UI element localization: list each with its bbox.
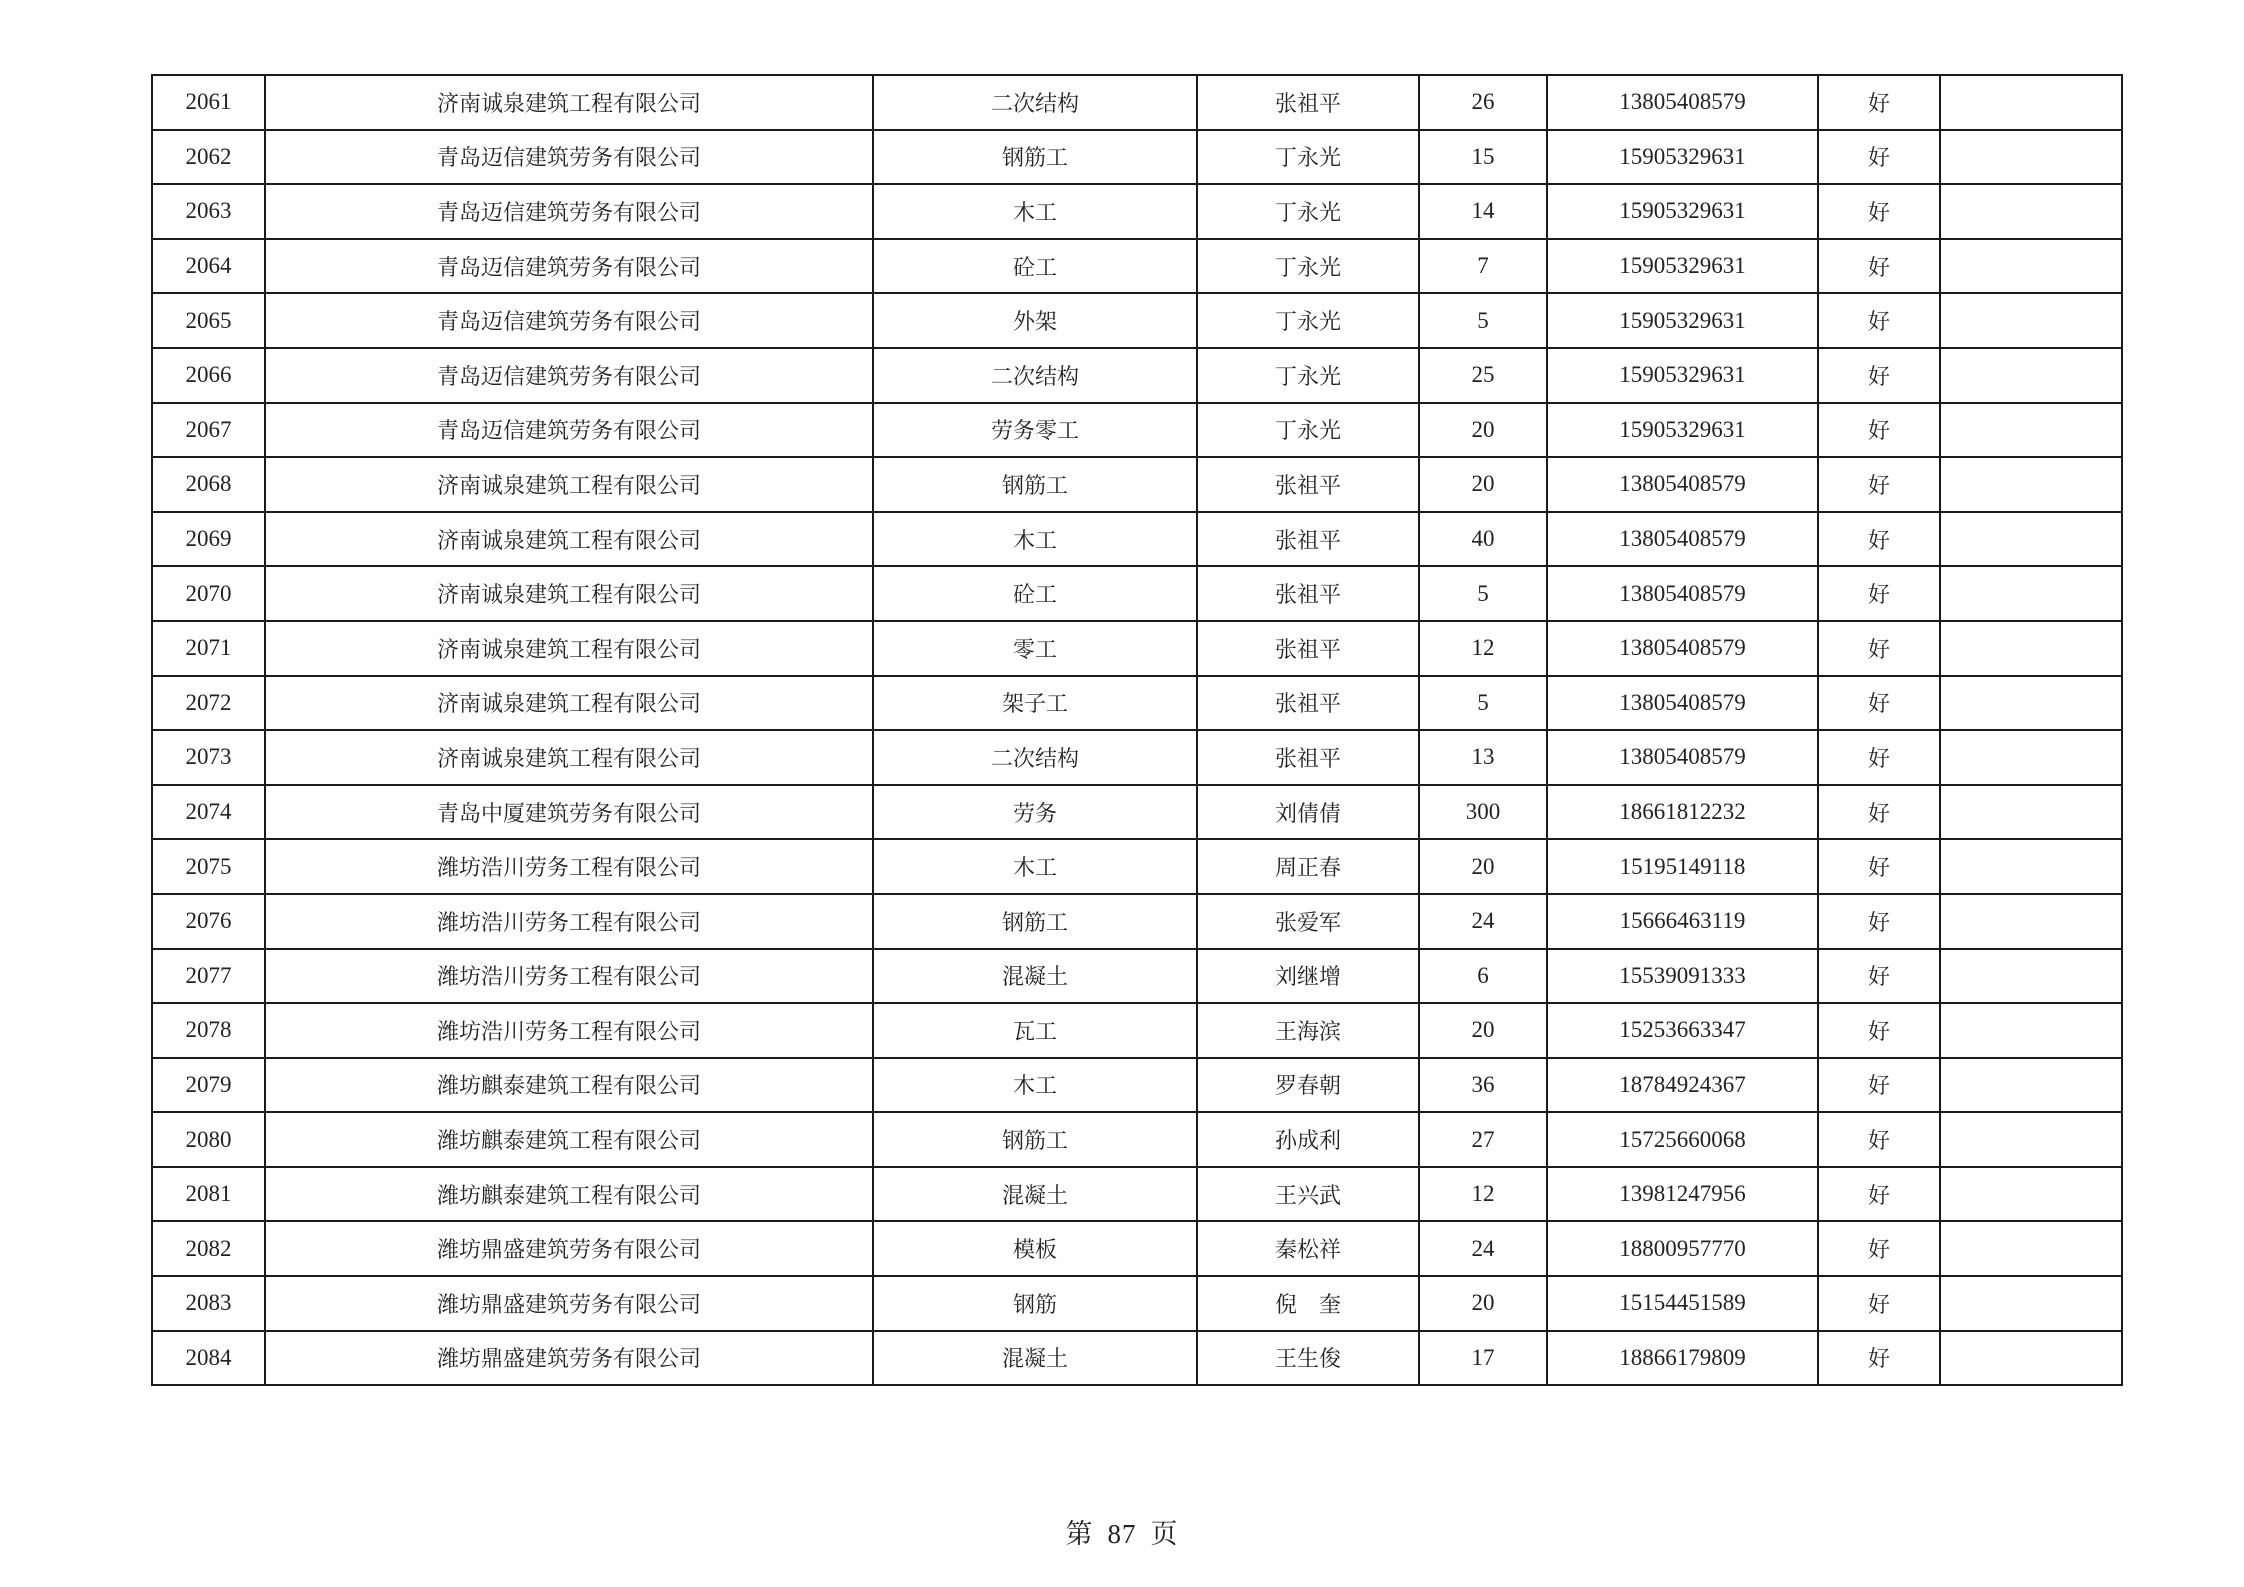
remarks-cell xyxy=(1940,403,2122,458)
rating-cell: 好 xyxy=(1818,457,1940,512)
phone-number-cell: 15905329631 xyxy=(1547,184,1818,239)
remarks-cell xyxy=(1940,1058,2122,1113)
phone-number-cell: 18800957770 xyxy=(1547,1221,1818,1276)
table-row xyxy=(152,403,2122,458)
phone-number-cell: 15195149118 xyxy=(1547,839,1818,894)
table-row xyxy=(152,949,2122,1004)
rating-cell: 好 xyxy=(1818,1331,1940,1386)
remarks-cell xyxy=(1940,1276,2122,1331)
phone-number-cell: 13981247956 xyxy=(1547,1167,1818,1222)
table-row xyxy=(152,785,2122,840)
company-name-cell: 青岛迈信建筑劳务有限公司 xyxy=(265,130,873,185)
serial-number-cell: 2080 xyxy=(152,1112,265,1167)
rating-cell: 好 xyxy=(1818,676,1940,731)
table-row xyxy=(152,1221,2122,1276)
remarks-cell xyxy=(1940,621,2122,676)
table-row xyxy=(152,184,2122,239)
company-name-cell: 潍坊浩川劳务工程有限公司 xyxy=(265,949,873,1004)
table-row xyxy=(152,239,2122,294)
contact-name-cell: 张祖平 xyxy=(1197,621,1419,676)
phone-number-cell: 15905329631 xyxy=(1547,239,1818,294)
phone-number-cell: 18661812232 xyxy=(1547,785,1818,840)
rating-cell: 好 xyxy=(1818,348,1940,403)
rating-cell: 好 xyxy=(1818,403,1940,458)
rating-cell: 好 xyxy=(1818,949,1940,1004)
worker-count-cell: 40 xyxy=(1419,512,1547,567)
page-prefix: 第 xyxy=(1065,1519,1094,1549)
page-footer xyxy=(0,1512,2244,1551)
rating-cell: 好 xyxy=(1818,1003,1940,1058)
worker-count-cell: 15 xyxy=(1419,130,1547,185)
remarks-cell xyxy=(1940,184,2122,239)
phone-number-cell: 15154451589 xyxy=(1547,1276,1818,1331)
company-name-cell: 潍坊麒泰建筑工程有限公司 xyxy=(265,1112,873,1167)
worker-count-cell: 36 xyxy=(1419,1058,1547,1113)
worker-count-cell: 7 xyxy=(1419,239,1547,294)
contact-name-cell: 张祖平 xyxy=(1197,512,1419,567)
table-body xyxy=(152,75,2122,1385)
company-name-cell: 潍坊浩川劳务工程有限公司 xyxy=(265,1003,873,1058)
rating-cell: 好 xyxy=(1818,730,1940,785)
worker-count-cell: 20 xyxy=(1419,1003,1547,1058)
company-name-cell: 济南诚泉建筑工程有限公司 xyxy=(265,75,873,130)
table-row xyxy=(152,1276,2122,1331)
serial-number-cell: 2081 xyxy=(152,1167,265,1222)
rating-cell: 好 xyxy=(1818,184,1940,239)
phone-number-cell: 15905329631 xyxy=(1547,130,1818,185)
company-name-cell: 潍坊麒泰建筑工程有限公司 xyxy=(265,1058,873,1113)
contact-name-cell: 倪 奎 xyxy=(1197,1276,1419,1331)
rating-cell: 好 xyxy=(1818,293,1940,348)
worker-count-cell: 5 xyxy=(1419,566,1547,621)
phone-number-cell: 13805408579 xyxy=(1547,621,1818,676)
company-name-cell: 潍坊鼎盛建筑劳务有限公司 xyxy=(265,1221,873,1276)
company-name-cell: 潍坊麒泰建筑工程有限公司 xyxy=(265,1167,873,1222)
remarks-cell xyxy=(1940,348,2122,403)
phone-number-cell: 15539091333 xyxy=(1547,949,1818,1004)
serial-number-cell: 2075 xyxy=(152,839,265,894)
serial-number-cell: 2082 xyxy=(152,1221,265,1276)
company-name-cell: 青岛迈信建筑劳务有限公司 xyxy=(265,293,873,348)
rating-cell: 好 xyxy=(1818,1276,1940,1331)
company-name-cell: 青岛迈信建筑劳务有限公司 xyxy=(265,239,873,294)
remarks-cell xyxy=(1940,1221,2122,1276)
worker-count-cell: 300 xyxy=(1419,785,1547,840)
serial-number-cell: 2077 xyxy=(152,949,265,1004)
phone-number-cell: 15725660068 xyxy=(1547,1112,1818,1167)
trade-cell: 二次结构 xyxy=(873,75,1197,130)
serial-number-cell: 2076 xyxy=(152,894,265,949)
trade-cell: 钢筋工 xyxy=(873,894,1197,949)
worker-count-cell: 17 xyxy=(1419,1331,1547,1386)
phone-number-cell: 15905329631 xyxy=(1547,293,1818,348)
contact-name-cell: 周正春 xyxy=(1197,839,1419,894)
serial-number-cell: 2067 xyxy=(152,403,265,458)
serial-number-cell: 2065 xyxy=(152,293,265,348)
contact-name-cell: 王海滨 xyxy=(1197,1003,1419,1058)
trade-cell: 架子工 xyxy=(873,676,1197,731)
trade-cell: 模板 xyxy=(873,1221,1197,1276)
contact-name-cell: 丁永光 xyxy=(1197,348,1419,403)
worker-count-cell: 6 xyxy=(1419,949,1547,1004)
phone-number-cell: 15666463119 xyxy=(1547,894,1818,949)
contact-name-cell: 张祖平 xyxy=(1197,676,1419,731)
company-name-cell: 青岛迈信建筑劳务有限公司 xyxy=(265,403,873,458)
phone-number-cell: 15905329631 xyxy=(1547,348,1818,403)
table-row xyxy=(152,1003,2122,1058)
table-row xyxy=(152,1167,2122,1222)
table-row xyxy=(152,730,2122,785)
table-row xyxy=(152,512,2122,567)
trade-cell: 钢筋 xyxy=(873,1276,1197,1331)
worker-count-cell: 12 xyxy=(1419,621,1547,676)
company-name-cell: 济南诚泉建筑工程有限公司 xyxy=(265,457,873,512)
table-row xyxy=(152,676,2122,731)
remarks-cell xyxy=(1940,1112,2122,1167)
remarks-cell xyxy=(1940,130,2122,185)
phone-number-cell: 13805408579 xyxy=(1547,512,1818,567)
rating-cell: 好 xyxy=(1818,239,1940,294)
company-name-cell: 潍坊浩川劳务工程有限公司 xyxy=(265,839,873,894)
rating-cell: 好 xyxy=(1818,512,1940,567)
worker-count-cell: 24 xyxy=(1419,894,1547,949)
trade-cell: 二次结构 xyxy=(873,730,1197,785)
worker-count-cell: 5 xyxy=(1419,293,1547,348)
trade-cell: 木工 xyxy=(873,839,1197,894)
rating-cell: 好 xyxy=(1818,1112,1940,1167)
rating-cell: 好 xyxy=(1818,566,1940,621)
table-row xyxy=(152,75,2122,130)
contact-name-cell: 张祖平 xyxy=(1197,730,1419,785)
remarks-cell xyxy=(1940,894,2122,949)
trade-cell: 混凝土 xyxy=(873,1331,1197,1386)
worker-count-cell: 5 xyxy=(1419,676,1547,731)
remarks-cell xyxy=(1940,1167,2122,1222)
company-name-cell: 青岛迈信建筑劳务有限公司 xyxy=(265,348,873,403)
contact-name-cell: 张爱军 xyxy=(1197,894,1419,949)
trade-cell: 木工 xyxy=(873,512,1197,567)
worker-count-cell: 27 xyxy=(1419,1112,1547,1167)
trade-cell: 瓦工 xyxy=(873,1003,1197,1058)
page-suffix: 页 xyxy=(1150,1519,1179,1549)
contact-name-cell: 孙成利 xyxy=(1197,1112,1419,1167)
contact-name-cell: 刘继增 xyxy=(1197,949,1419,1004)
phone-number-cell: 18866179809 xyxy=(1547,1331,1818,1386)
phone-number-cell: 15253663347 xyxy=(1547,1003,1818,1058)
labor-team-table xyxy=(151,74,2123,1386)
rating-cell: 好 xyxy=(1818,75,1940,130)
serial-number-cell: 2071 xyxy=(152,621,265,676)
company-name-cell: 济南诚泉建筑工程有限公司 xyxy=(265,676,873,731)
remarks-cell xyxy=(1940,239,2122,294)
trade-cell: 砼工 xyxy=(873,239,1197,294)
company-name-cell: 济南诚泉建筑工程有限公司 xyxy=(265,730,873,785)
worker-count-cell: 25 xyxy=(1419,348,1547,403)
company-name-cell: 青岛中厦建筑劳务有限公司 xyxy=(265,785,873,840)
table-row xyxy=(152,1331,2122,1386)
serial-number-cell: 2070 xyxy=(152,566,265,621)
rating-cell: 好 xyxy=(1818,894,1940,949)
rating-cell: 好 xyxy=(1818,839,1940,894)
contact-name-cell: 张祖平 xyxy=(1197,75,1419,130)
table-row xyxy=(152,1058,2122,1113)
company-name-cell: 济南诚泉建筑工程有限公司 xyxy=(265,566,873,621)
trade-cell: 劳务零工 xyxy=(873,403,1197,458)
table-row xyxy=(152,130,2122,185)
table-row xyxy=(152,348,2122,403)
serial-number-cell: 2079 xyxy=(152,1058,265,1113)
remarks-cell xyxy=(1940,1331,2122,1386)
serial-number-cell: 2078 xyxy=(152,1003,265,1058)
rating-cell: 好 xyxy=(1818,785,1940,840)
trade-cell: 钢筋工 xyxy=(873,457,1197,512)
serial-number-cell: 2074 xyxy=(152,785,265,840)
remarks-cell xyxy=(1940,75,2122,130)
trade-cell: 二次结构 xyxy=(873,348,1197,403)
table-row xyxy=(152,457,2122,512)
worker-count-cell: 20 xyxy=(1419,1276,1547,1331)
contact-name-cell: 丁永光 xyxy=(1197,239,1419,294)
contact-name-cell: 张祖平 xyxy=(1197,566,1419,621)
serial-number-cell: 2069 xyxy=(152,512,265,567)
company-name-cell: 潍坊鼎盛建筑劳务有限公司 xyxy=(265,1276,873,1331)
trade-cell: 砼工 xyxy=(873,566,1197,621)
worker-count-cell: 20 xyxy=(1419,839,1547,894)
trade-cell: 外架 xyxy=(873,293,1197,348)
worker-count-cell: 20 xyxy=(1419,457,1547,512)
remarks-cell xyxy=(1940,676,2122,731)
trade-cell: 劳务 xyxy=(873,785,1197,840)
serial-number-cell: 2073 xyxy=(152,730,265,785)
remarks-cell xyxy=(1940,457,2122,512)
rating-cell: 好 xyxy=(1818,1221,1940,1276)
page-number: 87 xyxy=(1107,1519,1137,1549)
phone-number-cell: 13805408579 xyxy=(1547,730,1818,785)
table-row xyxy=(152,621,2122,676)
contact-name-cell: 丁永光 xyxy=(1197,184,1419,239)
serial-number-cell: 2066 xyxy=(152,348,265,403)
remarks-cell xyxy=(1940,512,2122,567)
table-row xyxy=(152,293,2122,348)
phone-number-cell: 13805408579 xyxy=(1547,75,1818,130)
contact-name-cell: 秦松祥 xyxy=(1197,1221,1419,1276)
worker-count-cell: 13 xyxy=(1419,730,1547,785)
worker-count-cell: 26 xyxy=(1419,75,1547,130)
phone-number-cell: 13805408579 xyxy=(1547,566,1818,621)
trade-cell: 钢筋工 xyxy=(873,130,1197,185)
serial-number-cell: 2068 xyxy=(152,457,265,512)
remarks-cell xyxy=(1940,785,2122,840)
phone-number-cell: 13805408579 xyxy=(1547,457,1818,512)
contact-name-cell: 丁永光 xyxy=(1197,293,1419,348)
trade-cell: 混凝土 xyxy=(873,949,1197,1004)
table-row xyxy=(152,894,2122,949)
phone-number-cell: 13805408579 xyxy=(1547,676,1818,731)
worker-count-cell: 14 xyxy=(1419,184,1547,239)
table-row xyxy=(152,566,2122,621)
worker-count-cell: 20 xyxy=(1419,403,1547,458)
remarks-cell xyxy=(1940,293,2122,348)
company-name-cell: 济南诚泉建筑工程有限公司 xyxy=(265,512,873,567)
rating-cell: 好 xyxy=(1818,1167,1940,1222)
remarks-cell xyxy=(1940,949,2122,1004)
company-name-cell: 潍坊浩川劳务工程有限公司 xyxy=(265,894,873,949)
rating-cell: 好 xyxy=(1818,130,1940,185)
contact-name-cell: 王兴武 xyxy=(1197,1167,1419,1222)
contact-name-cell: 王生俊 xyxy=(1197,1331,1419,1386)
contact-name-cell: 罗春朝 xyxy=(1197,1058,1419,1113)
trade-cell: 木工 xyxy=(873,184,1197,239)
worker-count-cell: 12 xyxy=(1419,1167,1547,1222)
serial-number-cell: 2062 xyxy=(152,130,265,185)
trade-cell: 木工 xyxy=(873,1058,1197,1113)
company-name-cell: 济南诚泉建筑工程有限公司 xyxy=(265,621,873,676)
remarks-cell xyxy=(1940,839,2122,894)
remarks-cell xyxy=(1940,566,2122,621)
rating-cell: 好 xyxy=(1818,621,1940,676)
contact-name-cell: 丁永光 xyxy=(1197,130,1419,185)
serial-number-cell: 2084 xyxy=(152,1331,265,1386)
trade-cell: 零工 xyxy=(873,621,1197,676)
remarks-cell xyxy=(1940,730,2122,785)
trade-cell: 混凝土 xyxy=(873,1167,1197,1222)
serial-number-cell: 2072 xyxy=(152,676,265,731)
serial-number-cell: 2061 xyxy=(152,75,265,130)
contact-name-cell: 刘倩倩 xyxy=(1197,785,1419,840)
rating-cell: 好 xyxy=(1818,1058,1940,1113)
company-name-cell: 青岛迈信建筑劳务有限公司 xyxy=(265,184,873,239)
table-row xyxy=(152,839,2122,894)
worker-count-cell: 24 xyxy=(1419,1221,1547,1276)
serial-number-cell: 2083 xyxy=(152,1276,265,1331)
serial-number-cell: 2064 xyxy=(152,239,265,294)
trade-cell: 钢筋工 xyxy=(873,1112,1197,1167)
contact-name-cell: 丁永光 xyxy=(1197,403,1419,458)
table-row xyxy=(152,1112,2122,1167)
remarks-cell xyxy=(1940,1003,2122,1058)
company-name-cell: 潍坊鼎盛建筑劳务有限公司 xyxy=(265,1331,873,1386)
contact-name-cell: 张祖平 xyxy=(1197,457,1419,512)
phone-number-cell: 18784924367 xyxy=(1547,1058,1818,1113)
serial-number-cell: 2063 xyxy=(152,184,265,239)
phone-number-cell: 15905329631 xyxy=(1547,403,1818,458)
